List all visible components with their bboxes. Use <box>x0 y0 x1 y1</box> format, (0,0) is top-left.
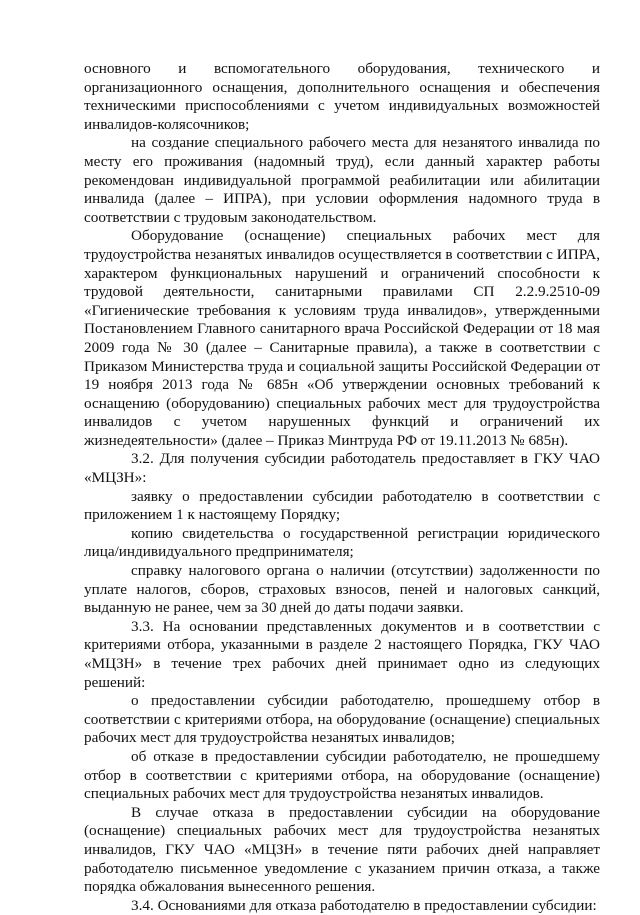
paragraph-grant-decision: о предоставлении субсидии работодателю, прошедшему отбор в соответствии с критериями отбора, на оборудование (оснащение) специальных рабочих мест для трудоустройства незанятых инвалидов; <box>84 692 600 747</box>
paragraph-section-3-4: 3.4. Основаниями для отказа работодателю в предоставлении субсидии: <box>131 896 597 914</box>
paragraph-equipment-requirements: Оборудование (оснащение) специальных рабочих мест для трудоустройства незанятых инвалидов осуществляется в соответствии с ИПРА, характером функциональных нарушений и ограничений способности к трудовой деятельности, санитарными правилами СП 2.2.9.2510-09 «Гигиенические требования к условиям труда инвалидов», утвержденными Постановлением Главного санитарного врача Российской Федерации от 18 мая 2009 года № 30 (далее – Санитарные правила), а также в соответствии с Приказом Министерства труда и социальной защиты Российской Федерации от 19 ноября 2013 года № 685н «Об утверждении основных требований к оснащению (оборудованию) специальных рабочих мест для трудоустройства инвалидов с учетом нарушенных функций и ограничений их жизнедеятельности» (далее – Приказ Минтруда РФ от 19.11.2013 № 685н). <box>84 227 600 449</box>
paragraph-home-workplace: на создание специального рабочего места для незанятого инвалида по месту его проживания (надомный труд), если данный характер работы рекомендован индивидуальной программой реабилитации или абилитации инвалида (далее – ИПРА), при условии оформления надомного труда в соответствии с трудовым законодательством. <box>84 134 600 226</box>
paragraph-section-3-3: 3.3. На основании представленных документов и в соответствии с критериями отбора, указанными в разделе 2 настоящего Порядка, ГКУ ЧАО «МЦЗН» в течение трех рабочих дней принимает одно из следующих решений: <box>84 617 600 691</box>
paragraph-equipment-continuation: основного и вспомогательного оборудования, технического и организационного оснащения, дополнительного оснащения и обеспечения техническими приспособлениями с учетом индивидуальных возможностей инвалидов-колясочников; <box>84 60 600 133</box>
paragraph-tax-certificate-item: справку налогового органа о наличии (отсутствии) задолженности по уплате налогов, сборов, страховых взносов, пеней и налоговых санкций, выданную не ранее, чем за 30 дней до даты подачи заявки. <box>84 562 600 617</box>
paragraph-refusal-decision: об отказе в предоставлении субсидии работодателю, не прошедшему отбор в соответствии с критериями отбора, на оборудование (оснащение) специальных рабочих мест для трудоустройства незанятых инвалидов. <box>84 747 600 803</box>
paragraph-refusal-notice: В случае отказа в предоставлении субсидии на оборудование (оснащение) специальных рабочих мест для трудоустройства незанятых инвалидов, ГКУ ЧАО «МЦЗН» в течение пяти рабочих дней направляет работодателю письменное уведомление с указанием причин отказа, а также порядка обжалования вынесенного решения. <box>84 803 600 896</box>
paragraph-registration-copy-item: копию свидетельства о государственной регистрации юридического лица/индивидуального предпринимателя; <box>84 524 600 561</box>
paragraph-section-3-2: 3.2. Для получения субсидии работодатель предоставляет в ГКУ ЧАО «МЦЗН»: <box>84 450 600 487</box>
paragraph-application-item: заявку о предоставлении субсидии работодателю в соответствии с приложением 1 к настоящему Порядку; <box>84 487 600 524</box>
document-page <box>84 60 600 915</box>
